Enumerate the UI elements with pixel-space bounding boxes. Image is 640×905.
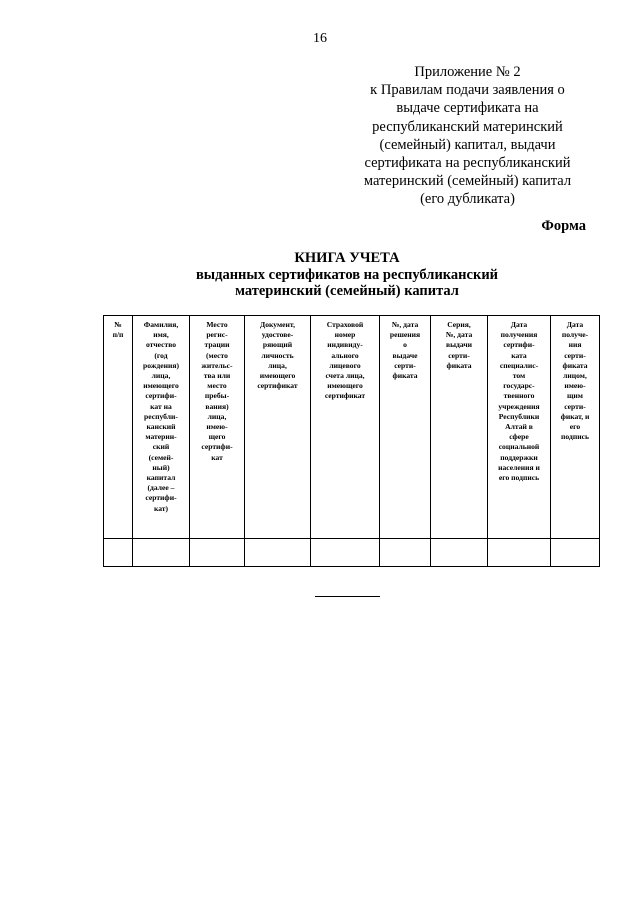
column-header-certificate-series-number-date: Серия, №, дата выдачи серти- фиката [431,316,488,539]
appendix-line: к Правилам подачи заявления о [370,82,565,99]
table-cell [190,539,245,567]
certificate-ledger-table [103,315,600,567]
appendix-line: Приложение № 2 [414,64,521,80]
appendix-line: республиканский материнский [372,118,563,135]
table-cell [311,539,380,567]
column-header-identity-document: Документ, удостове- ряющий личность лица, имеющего сертификат [245,316,311,539]
column-header-registration-place: Место регис- трации (место жительс- тва или место пребы- вания) лица, имею- щего сертифи- кат [190,316,245,539]
page-number: 16 [313,31,327,46]
column-header-decision-number-date: №, дата решения о выдаче серти- фиката [380,316,431,539]
column-header-number: № п/п [104,316,133,539]
table-cell [488,539,551,567]
appendix-line: (его дубликата) [420,191,515,208]
column-header-full-name: Фамилия, имя, отчество (год рождения) лица, имеющего сертифи- кат на республи- канский материн- ский (семей- ный) капитал (далее – сертифи- кат) [133,316,190,539]
appendix-note [355,63,580,209]
book-title-line: КНИГА УЧЕТА [294,250,400,266]
table-row [104,539,600,567]
form-label: Форма [541,218,586,234]
column-header-specialist-receipt-date: Дата получения сертифи- ката специалис- том государс- твенного учреждения Республики Алтай в сфере социальной поддержки населения и его подпись [488,316,551,539]
column-header-holder-receipt-date: Дата получе- ния серти- фиката лицом, имею- щим серти- фикат, и его подпись [551,316,600,539]
table-cell [104,539,133,567]
table-header-row [104,316,600,539]
column-header-insurance-number: Страховой номер индивиду- ального лицевого счета лица, имеющего сертификат [311,316,380,539]
book-title [0,250,640,300]
appendix-line: выдаче сертификата на [396,100,539,117]
table-cell [431,539,488,567]
book-title-line: материнский (семейный) капитал [235,283,459,299]
book-title-line: выданных сертификатов на республиканский [195,266,499,283]
table-cell [551,539,600,567]
appendix-line: сертификата на республиканский [364,155,571,172]
end-divider [315,596,380,597]
table-cell [133,539,190,567]
appendix-line: материнский (семейный) капитал [363,173,572,190]
table-cell [380,539,431,567]
appendix-line: (семейный) капитал, выдачи [379,136,556,153]
table-cell [245,539,311,567]
